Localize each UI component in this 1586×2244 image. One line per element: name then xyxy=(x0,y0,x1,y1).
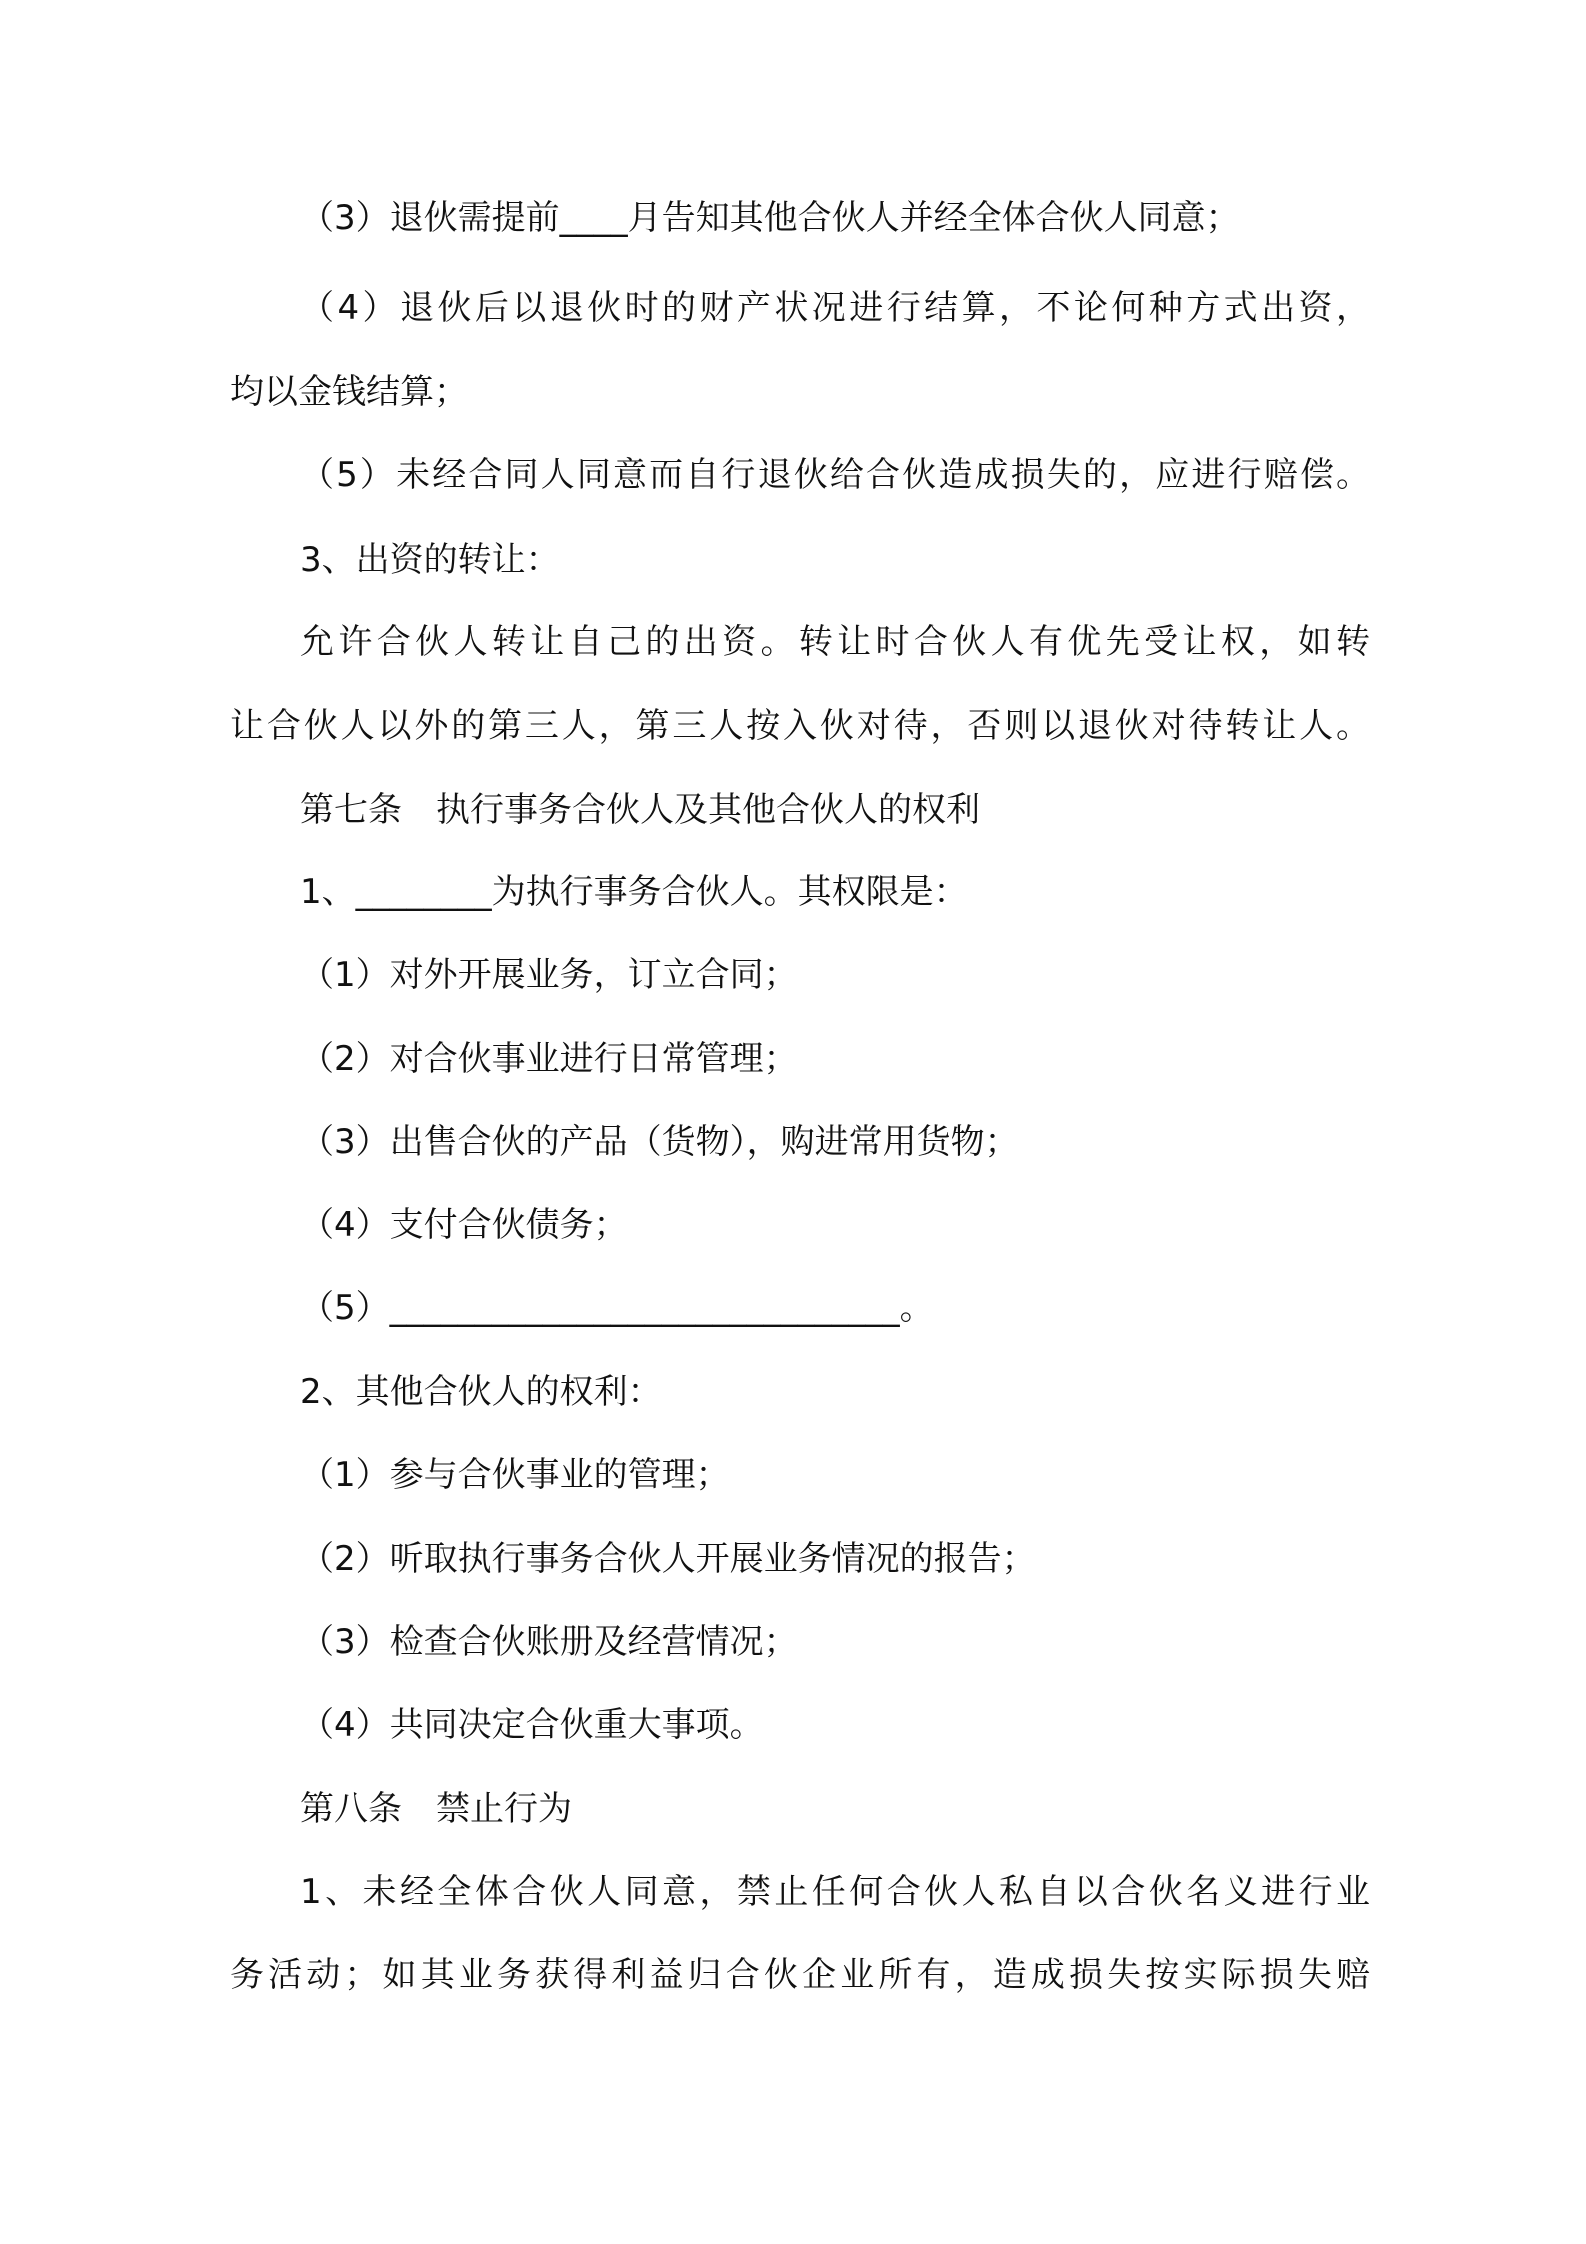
clause-item-5-compensation: （5）未经合同人同意而自行退伙给合伙造成损失的，应进行赔偿。 xyxy=(300,455,1370,495)
section-3-heading: 3、出资的转让： xyxy=(300,540,560,580)
article-7-item-1: 1、________为执行事务合伙人。其权限是： xyxy=(300,872,968,912)
rights-item-2: （2）听取执行事务合伙人开展业务情况的报告； xyxy=(300,1539,1036,1579)
transfer-paragraph-cont: 让合伙人以外的第三人，第三人按入伙对待，否则以退伙对待转让人。 xyxy=(230,706,1370,746)
rights-item-1: （1）参与合伙事业的管理； xyxy=(300,1455,730,1495)
authority-item-4: （4）支付合伙债务； xyxy=(300,1205,628,1245)
authority-item-3: （3）出售合伙的产品（货物），购进常用货物； xyxy=(300,1122,1019,1162)
clause-item-4-settlement: （4）退伙后以退伙时的财产状况进行结算，不论何种方式出资， xyxy=(300,288,1370,328)
clause-item-3-withdrawal-notice: （3）退伙需提前____月告知其他合伙人并经全体合伙人同意； xyxy=(300,198,1240,238)
article-7-item-2: 2、其他合伙人的权利： xyxy=(300,1372,662,1412)
prohibition-item-1: 1、未经全体合伙人同意，禁止任何合伙人私自以合伙名义进行业 xyxy=(300,1872,1370,1912)
transfer-paragraph: 允许合伙人转让自己的出资。转让时合伙人有优先受让权，如转 xyxy=(300,622,1370,662)
article-7-heading: 第七条 执行事务合伙人及其他合伙人的权利 xyxy=(300,790,980,830)
article-8-heading: 第八条 禁止行为 xyxy=(300,1789,572,1829)
authority-item-2: （2）对合伙事业进行日常管理； xyxy=(300,1039,798,1079)
rights-item-4: （4）共同决定合伙重大事项。 xyxy=(300,1705,764,1745)
authority-item-1: （1）对外开展业务，订立合同； xyxy=(300,955,798,995)
prohibition-item-1-cont: 务活动；如其业务获得利益归合伙企业所有，造成损失按实际损失赔 xyxy=(230,1955,1370,1995)
clause-item-4-settlement-cont: 均以金钱结算； xyxy=(230,372,468,412)
rights-item-3: （3）检查合伙账册及经营情况； xyxy=(300,1622,798,1662)
authority-item-5: （5）______________________________。 xyxy=(300,1288,934,1328)
